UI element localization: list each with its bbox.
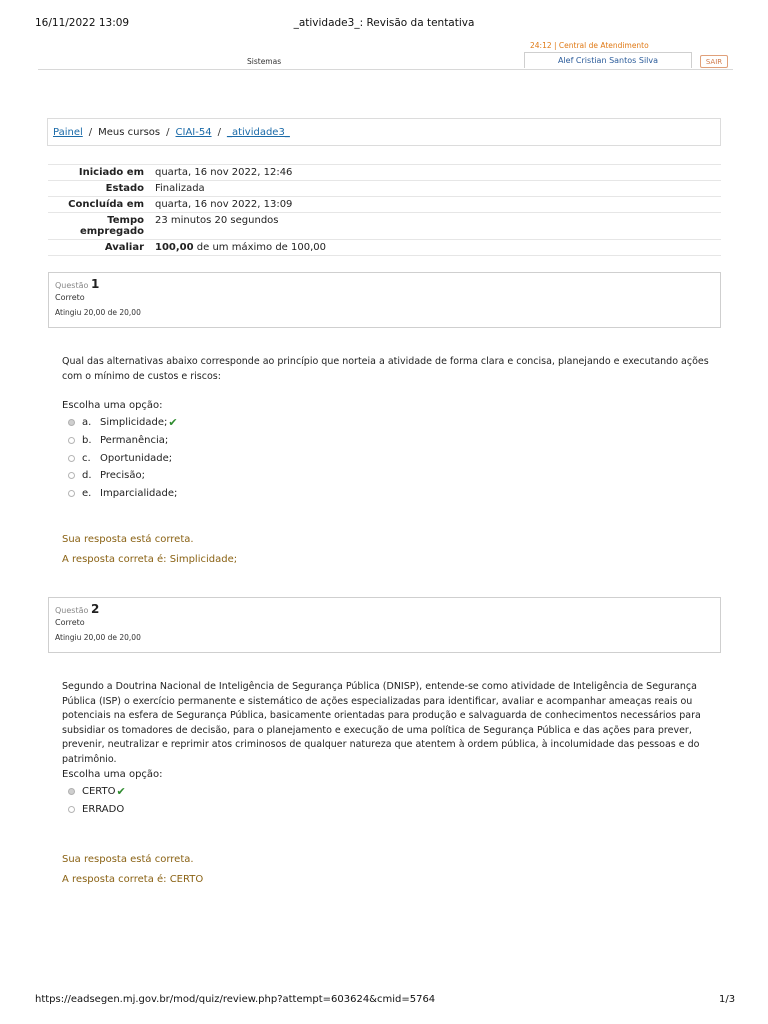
summary-value (151, 240, 721, 256)
topbar-divider (38, 69, 733, 70)
print-footer-page: 1/3 (719, 994, 736, 1005)
summary-value: quarta, 16 nov 2022, 13:09 (151, 197, 721, 213)
breadcrumb-painel[interactable]: Painel (53, 127, 83, 138)
radio-icon[interactable] (68, 788, 75, 795)
question-label: Questão (55, 606, 89, 615)
summary-label: Avaliar (48, 240, 151, 256)
question-1-option-a[interactable] (68, 415, 178, 429)
option-letter: c. (82, 452, 91, 464)
print-datetime: 16/11/2022 13:09 (35, 17, 130, 29)
summary-label: Tempo empregado (48, 213, 151, 240)
summary-row (48, 181, 721, 197)
breadcrumb-separator: / (166, 127, 170, 138)
summary-row (48, 165, 721, 181)
question-2-prompt: Escolha uma opção: (62, 769, 163, 780)
question-number (55, 602, 714, 616)
summary-row (48, 213, 721, 240)
breadcrumb-meus-cursos: Meus cursos (98, 127, 161, 138)
user-name[interactable]: Alef Cristian Santos Silva (524, 52, 692, 68)
option-text: Imparcialidade; (100, 487, 178, 499)
question-label: Questão (55, 281, 89, 290)
question-grade: Atingiu 20,00 de 20,00 (55, 308, 141, 317)
logout-button[interactable]: SAIR (700, 55, 728, 68)
question-1-info (48, 272, 721, 328)
summary-label: Concluída em (48, 197, 151, 213)
radio-icon[interactable] (68, 455, 75, 462)
radio-icon[interactable] (68, 437, 75, 444)
option-text: Permanência; (100, 434, 169, 446)
option-letter: b. (82, 434, 92, 446)
breadcrumb (47, 118, 721, 146)
summary-value: 23 minutos 20 segundos (151, 213, 721, 240)
option-text: Oportunidade; (100, 452, 173, 464)
grade-max: de um máximo de 100,00 (193, 242, 326, 253)
check-icon: ✔ (116, 784, 126, 798)
question-number (55, 277, 714, 291)
question-1-option-b[interactable] (68, 433, 168, 447)
breadcrumb-activity[interactable]: _atividade3_ (226, 127, 290, 138)
question-2-right-answer: A resposta correta é: CERTO (62, 874, 204, 885)
sistemas-menu[interactable]: Sistemas (247, 57, 282, 66)
question-2-text: Segundo a Doutrina Nacional de Inteligência de Segurança Pública (DNISP), entende-se como atividade de Inteligência de Segurança Pública (ISP) o exercício permanente e sistemático de ações especializadas para identificar, avaliar e acompanhar ameaças reais ou potenciais na esfera de Segurança Pública, basicamente orientadas para produção e salvaguarda de conhecimentos necessários para subsidiar os tomadores de decisão, para o planejamento e execução de uma política de Segurança Pública e das ações para prever, prevenir, neutralizar e reprimir atos criminosos de qualquer natureza que atentem à ordem pública, à incolumidade das pessoas e do patrimônio. (62, 681, 701, 765)
radio-icon[interactable] (68, 472, 75, 479)
question-1-text: Qual das alternativas abaixo corresponde ao princípio que norteia a atividade de forma clara e concisa, planejando e executando ações com o mínimo de custos e riscos: (62, 356, 709, 382)
question-1-prompt: Escolha uma opção: (62, 400, 163, 411)
grade-value: 100,00 (155, 242, 194, 253)
summary-value: quarta, 16 nov 2022, 12:46 (151, 165, 721, 181)
question-2-option-certo[interactable] (68, 784, 126, 798)
radio-icon[interactable] (68, 419, 75, 426)
question-2-info (48, 597, 721, 653)
central-atendimento-link[interactable]: 24:12 | Central de Atendimento (530, 41, 649, 50)
question-1-right-answer: A resposta correta é: Simplicidade; (62, 554, 238, 565)
breadcrumb-separator: / (88, 127, 93, 138)
question-number-value: 1 (90, 277, 100, 291)
print-footer-url: https://eadsegen.mj.gov.br/mod/quiz/review.php?attempt=603624&cmid=5764 (35, 994, 436, 1005)
question-grade: Atingiu 20,00 de 20,00 (55, 633, 141, 642)
print-title: _atividade3_: Revisão da tentativa (293, 17, 475, 29)
question-number-value: 2 (90, 602, 100, 616)
check-icon: ✔ (168, 415, 178, 429)
question-1-feedback: Sua resposta está correta. (62, 534, 194, 545)
option-text: Simplicidade; (100, 416, 168, 428)
summary-label: Estado (48, 181, 151, 197)
question-state: Correto (55, 293, 85, 302)
option-letter: d. (82, 469, 92, 481)
option-text: ERRADO (82, 803, 125, 815)
question-2-option-errado[interactable] (68, 802, 124, 816)
radio-icon[interactable] (68, 490, 75, 497)
summary-value: Finalizada (151, 181, 721, 197)
attempt-summary (48, 164, 721, 256)
question-1-option-e[interactable] (68, 486, 177, 500)
breadcrumb-separator: / (217, 127, 221, 138)
summary-row (48, 197, 721, 213)
option-text: Precisão; (100, 469, 145, 481)
option-letter: a. (82, 416, 92, 428)
summary-label: Iniciado em (48, 165, 151, 181)
breadcrumb-course[interactable]: CIAI-54 (175, 127, 212, 138)
question-state: Correto (55, 618, 85, 627)
option-text: CERTO (82, 785, 116, 797)
question-1-option-c[interactable] (68, 451, 172, 465)
summary-row (48, 240, 721, 256)
radio-icon[interactable] (68, 806, 75, 813)
option-letter: e. (82, 487, 92, 499)
question-1-option-d[interactable] (68, 468, 145, 482)
question-2-feedback: Sua resposta está correta. (62, 854, 194, 865)
